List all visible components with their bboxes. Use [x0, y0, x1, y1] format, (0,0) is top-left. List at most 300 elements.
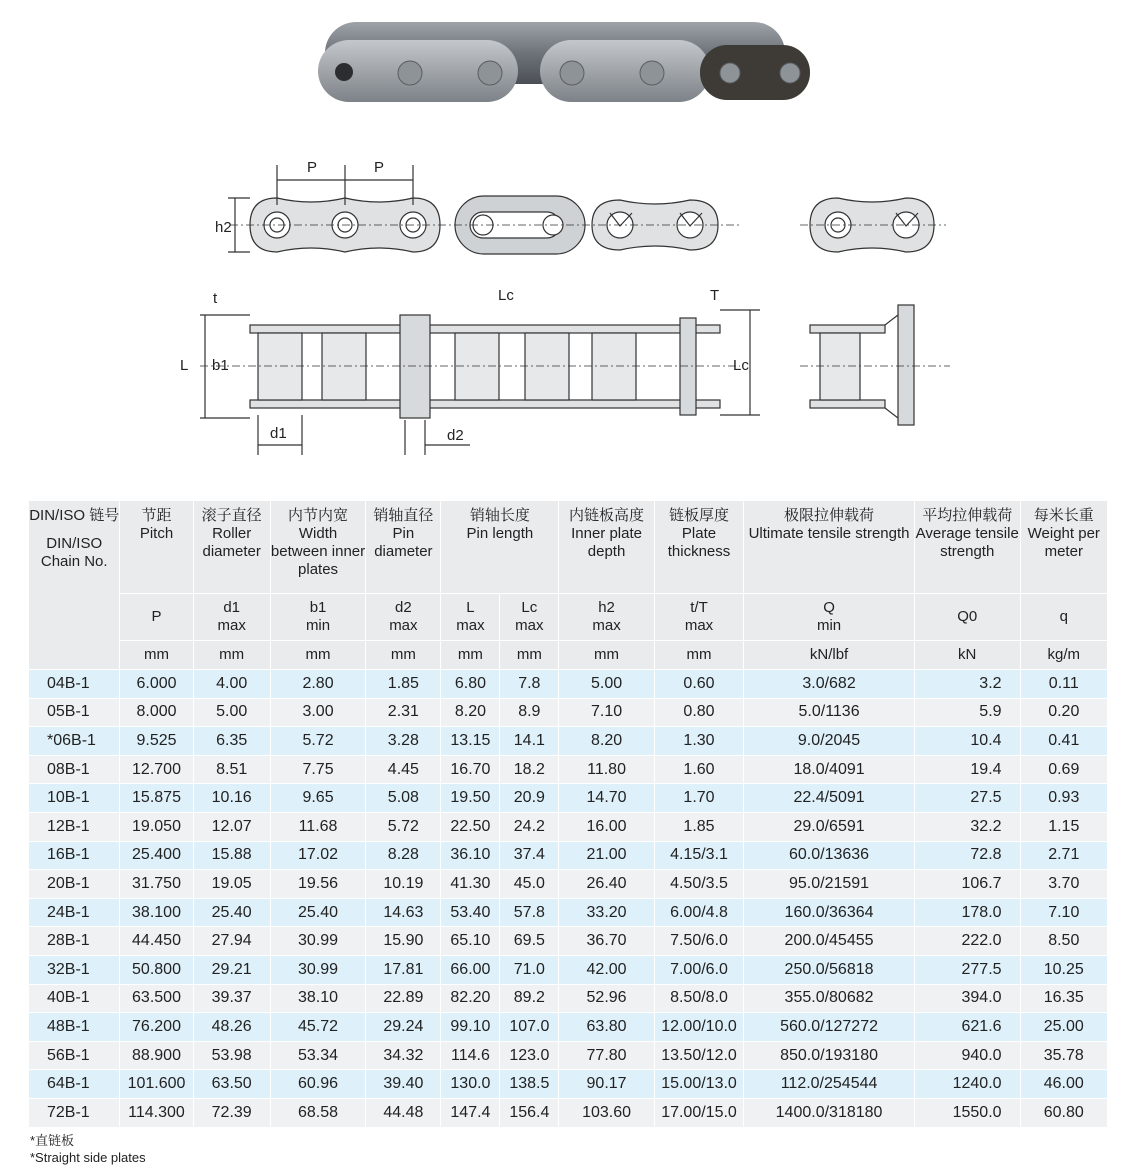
cell-pitch: 88.900 [120, 1041, 193, 1070]
cell-d1: 4.00 [193, 670, 270, 699]
cell-d1: 39.37 [193, 984, 270, 1013]
cell-q: 200.0/45455 [744, 927, 915, 956]
unit-b1: mm [270, 641, 366, 670]
cell-q: 46.00 [1020, 1070, 1107, 1099]
table-row [29, 1041, 1108, 1070]
cell-tt: 17.00/15.0 [654, 1098, 743, 1127]
table-row [29, 841, 1108, 870]
cell-pitch: 38.100 [120, 898, 193, 927]
cell-q: 0.11 [1020, 670, 1107, 699]
cell-lc: 89.2 [500, 984, 559, 1013]
header-chain-no [29, 501, 120, 670]
cell-b1: 11.68 [270, 812, 366, 841]
header-pin-length [441, 501, 559, 594]
table-row [29, 755, 1108, 784]
cell-tt: 8.50/8.0 [654, 984, 743, 1013]
label-b1: b1 [212, 357, 229, 374]
sym-Q0 [914, 594, 1020, 641]
cell-l: 41.30 [441, 870, 500, 899]
cell-q0: 1240.0 [914, 1070, 1020, 1099]
cell-chain: 48B-1 [29, 1013, 120, 1042]
sym-q [1020, 594, 1107, 641]
header-en: Pin length [466, 525, 534, 542]
cell-q: 0.69 [1020, 755, 1107, 784]
cell-q0: 72.8 [914, 841, 1020, 870]
cell-b1: 45.72 [270, 1013, 366, 1042]
cell-tt: 15.00/13.0 [654, 1070, 743, 1099]
symbol-qualifier: max [592, 617, 621, 634]
cell-chain: 40B-1 [29, 984, 120, 1013]
cell-pitch: 9.525 [120, 727, 193, 756]
cell-l: 114.6 [441, 1041, 500, 1070]
cell-q0: 394.0 [914, 984, 1020, 1013]
cell-h2: 16.00 [559, 812, 655, 841]
cell-d2: 8.28 [366, 841, 441, 870]
symbol: L [466, 599, 475, 616]
cell-d2: 1.85 [366, 670, 441, 699]
cell-q0: 5.9 [914, 698, 1020, 727]
cell-q0: 3.2 [914, 670, 1020, 699]
cell-q: 355.0/80682 [744, 984, 915, 1013]
cell-chain: 32B-1 [29, 955, 120, 984]
cell-chain: 12B-1 [29, 812, 120, 841]
cell-lc: 71.0 [500, 955, 559, 984]
label-pitch-1: P [307, 159, 318, 176]
unit-Q: kN/lbf [744, 641, 915, 670]
connecting-link-top-view [800, 305, 950, 425]
cell-d2: 34.32 [366, 1041, 441, 1070]
cell-q0: 222.0 [914, 927, 1020, 956]
side-view-drawing [228, 165, 740, 254]
cell-chain: 72B-1 [29, 1098, 120, 1127]
cell-b1: 3.00 [270, 698, 366, 727]
cell-h2: 21.00 [559, 841, 655, 870]
cell-l: 13.15 [441, 727, 500, 756]
cell-pitch: 63.500 [120, 984, 193, 1013]
header-cn: 滚子直径 [201, 507, 262, 524]
cell-d1: 12.07 [193, 812, 270, 841]
cell-b1: 60.96 [270, 1070, 366, 1099]
table-row [29, 698, 1108, 727]
label-Lc-2: Lc [733, 357, 749, 374]
cell-chain: 16B-1 [29, 841, 120, 870]
cell-tt: 1.60 [654, 755, 743, 784]
unit-tT: mm [654, 641, 743, 670]
cell-d1: 5.00 [193, 698, 270, 727]
cell-d2: 2.31 [366, 698, 441, 727]
connecting-link-side-view [800, 198, 946, 252]
cell-d1: 8.51 [193, 755, 270, 784]
cell-pitch: 25.400 [120, 841, 193, 870]
cell-q: 5.0/1136 [744, 698, 915, 727]
cell-q0: 27.5 [914, 784, 1020, 813]
unit-L: mm [441, 641, 500, 670]
cell-pitch: 6.000 [120, 670, 193, 699]
cell-q: 60.80 [1020, 1098, 1107, 1127]
header-chain-en: DIN/ISO Chain No. [40, 535, 108, 570]
symbol-qualifier: max [456, 617, 485, 634]
cell-h2: 52.96 [559, 984, 655, 1013]
cell-d1: 19.05 [193, 870, 270, 899]
cell-q0: 19.4 [914, 755, 1020, 784]
header-en: Plate thickness [667, 525, 731, 560]
cell-tt: 6.00/4.8 [654, 898, 743, 927]
cell-lc: 18.2 [500, 755, 559, 784]
cell-d1: 53.98 [193, 1041, 270, 1070]
header-weight [1020, 501, 1107, 594]
header-ultimate-strength [744, 501, 915, 594]
sym-d2 [366, 594, 441, 641]
header-plate-thickness [654, 501, 743, 594]
cell-h2: 14.70 [559, 784, 655, 813]
cell-d2: 29.24 [366, 1013, 441, 1042]
unit-q: kg/m [1020, 641, 1107, 670]
footnote-cn: *直链板 [30, 1133, 75, 1148]
cell-d1: 29.21 [193, 955, 270, 984]
cell-q: 1400.0/318180 [744, 1098, 915, 1127]
cell-d1: 6.35 [193, 727, 270, 756]
cell-lc: 138.5 [500, 1070, 559, 1099]
cell-q0: 1550.0 [914, 1098, 1020, 1127]
table-row [29, 984, 1108, 1013]
table-row [29, 1098, 1108, 1127]
cell-d2: 3.28 [366, 727, 441, 756]
table-row [29, 1070, 1108, 1099]
cell-d1: 10.16 [193, 784, 270, 813]
symbol: d2 [395, 599, 412, 616]
cell-lc: 24.2 [500, 812, 559, 841]
cell-tt: 4.50/3.5 [654, 870, 743, 899]
cell-d1: 72.39 [193, 1098, 270, 1127]
sym-d1 [193, 594, 270, 641]
label-d1: d1 [270, 425, 287, 442]
cell-q: 250.0/56818 [744, 955, 915, 984]
cell-h2: 5.00 [559, 670, 655, 699]
symbol: Q0 [957, 608, 978, 625]
cell-q: 112.0/254544 [744, 1070, 915, 1099]
table-row [29, 955, 1108, 984]
cell-q: 8.50 [1020, 927, 1107, 956]
cell-lc: 69.5 [500, 927, 559, 956]
symbol: t/T [690, 599, 708, 616]
header-pin-diameter [366, 501, 441, 594]
cell-tt: 0.60 [654, 670, 743, 699]
cell-h2: 11.80 [559, 755, 655, 784]
cell-l: 65.10 [441, 927, 500, 956]
cell-q: 3.0/682 [744, 670, 915, 699]
cell-q0: 178.0 [914, 898, 1020, 927]
cell-b1: 9.65 [270, 784, 366, 813]
cell-q: 0.20 [1020, 698, 1107, 727]
cell-l: 53.40 [441, 898, 500, 927]
cell-tt: 1.70 [654, 784, 743, 813]
cell-h2: 7.10 [559, 698, 655, 727]
cell-pitch: 15.875 [120, 784, 193, 813]
symbol-qualifier: max [684, 617, 714, 634]
cell-q: 0.93 [1020, 784, 1107, 813]
cell-tt: 7.00/6.0 [654, 955, 743, 984]
header-cn: 内节内宽 [288, 507, 349, 524]
cell-tt: 7.50/6.0 [654, 927, 743, 956]
cell-pitch: 12.700 [120, 755, 193, 784]
label-t: t [213, 290, 218, 307]
spec-table-body [29, 670, 1108, 1128]
cell-l: 99.10 [441, 1013, 500, 1042]
label-d2: d2 [447, 427, 464, 444]
sym-tT [654, 594, 743, 641]
symbol-qualifier: min [816, 617, 842, 634]
cell-pitch: 101.600 [120, 1070, 193, 1099]
symbol: q [1059, 608, 1068, 625]
cell-lc: 8.9 [500, 698, 559, 727]
header-pitch [120, 501, 193, 594]
cell-q: 160.0/36364 [744, 898, 915, 927]
cell-pitch: 50.800 [120, 955, 193, 984]
cell-l: 22.50 [441, 812, 500, 841]
sym-h2 [559, 594, 655, 641]
header-cn: 链板厚度 [668, 507, 729, 524]
cell-q: 1.15 [1020, 812, 1107, 841]
cell-tt: 1.30 [654, 727, 743, 756]
cell-lc: 20.9 [500, 784, 559, 813]
label-pitch-2: P [374, 159, 385, 176]
symbol: h2 [598, 599, 615, 616]
table-row [29, 870, 1108, 899]
symbol: d1 [223, 599, 241, 616]
cell-q0: 106.7 [914, 870, 1020, 899]
cell-tt: 4.15/3.1 [654, 841, 743, 870]
cell-l: 6.80 [441, 670, 500, 699]
cell-q: 35.78 [1020, 1041, 1107, 1070]
header-en: Roller diameter [202, 525, 261, 560]
cell-d2: 5.72 [366, 812, 441, 841]
cell-q: 0.41 [1020, 727, 1107, 756]
cell-d2: 4.45 [366, 755, 441, 784]
cell-h2: 77.80 [559, 1041, 655, 1070]
chain-spec-table [28, 500, 1108, 1128]
cell-l: 147.4 [441, 1098, 500, 1127]
cell-pitch: 76.200 [120, 1013, 193, 1042]
sym-Lc [500, 594, 559, 641]
cell-q: 7.10 [1020, 898, 1107, 927]
cell-b1: 17.02 [270, 841, 366, 870]
table-row [29, 812, 1108, 841]
cell-q: 10.25 [1020, 955, 1107, 984]
symbol: Lc [521, 599, 538, 616]
chain-photo [318, 22, 810, 102]
cell-d2: 14.63 [366, 898, 441, 927]
cell-q: 29.0/6591 [744, 812, 915, 841]
label-L: L [180, 357, 189, 374]
header-roller-diameter [193, 501, 270, 594]
cell-pitch: 8.000 [120, 698, 193, 727]
cell-d2: 17.81 [366, 955, 441, 984]
label-T: T [710, 287, 720, 304]
cell-h2: 36.70 [559, 927, 655, 956]
header-en: Ultimate tensile strength [748, 525, 910, 542]
cell-lc: 37.4 [500, 841, 559, 870]
sym-pitch [120, 594, 193, 641]
cell-pitch: 44.450 [120, 927, 193, 956]
unit-h2: mm [559, 641, 655, 670]
cell-chain: 10B-1 [29, 784, 120, 813]
cell-pitch: 114.300 [120, 1098, 193, 1127]
cell-d1: 63.50 [193, 1070, 270, 1099]
cell-b1: 2.80 [270, 670, 366, 699]
header-en: Inner plate depth [571, 525, 642, 560]
cell-d2: 39.40 [366, 1070, 441, 1099]
sym-Q [744, 594, 915, 641]
symbol: Q [823, 599, 835, 616]
cell-q0: 32.2 [914, 812, 1020, 841]
cell-l: 19.50 [441, 784, 500, 813]
cell-lc: 156.4 [500, 1098, 559, 1127]
header-cn: 销轴长度 [469, 507, 530, 524]
cell-d1: 15.88 [193, 841, 270, 870]
cell-tt: 0.80 [654, 698, 743, 727]
header-cn: 节距 [141, 507, 172, 524]
cell-d1: 25.40 [193, 898, 270, 927]
header-cn: 销轴直径 [373, 507, 434, 524]
symbol: b1 [309, 599, 327, 616]
sym-L [441, 594, 500, 641]
unit-pitch: mm [120, 641, 193, 670]
header-en: Pin diameter [374, 525, 433, 560]
cell-q: 18.0/4091 [744, 755, 915, 784]
cell-b1: 5.72 [270, 727, 366, 756]
cell-h2: 103.60 [559, 1098, 655, 1127]
cell-l: 16.70 [441, 755, 500, 784]
cell-tt: 13.50/12.0 [654, 1041, 743, 1070]
cell-l: 130.0 [441, 1070, 500, 1099]
cell-b1: 19.56 [270, 870, 366, 899]
cell-chain: 05B-1 [29, 698, 120, 727]
cell-chain: 28B-1 [29, 927, 120, 956]
cell-d2: 22.89 [366, 984, 441, 1013]
cell-chain: 20B-1 [29, 870, 120, 899]
cell-b1: 68.58 [270, 1098, 366, 1127]
cell-b1: 38.10 [270, 984, 366, 1013]
symbol-qualifier: max [515, 617, 544, 634]
header-cn: 内链板高度 [569, 507, 645, 524]
cell-h2: 26.40 [559, 870, 655, 899]
cell-l: 82.20 [441, 984, 500, 1013]
cell-q: 22.4/5091 [744, 784, 915, 813]
table-row [29, 898, 1108, 927]
table-row [29, 727, 1108, 756]
cell-lc: 57.8 [500, 898, 559, 927]
unit-Lc: mm [500, 641, 559, 670]
cell-lc: 7.8 [500, 670, 559, 699]
cell-tt: 1.85 [654, 812, 743, 841]
header-cn: 极限拉伸载荷 [784, 507, 875, 524]
header-en: Width between inner plates [270, 525, 366, 578]
unit-d1: mm [193, 641, 270, 670]
table-row [29, 784, 1108, 813]
cell-d2: 10.19 [366, 870, 441, 899]
table-row [29, 670, 1108, 699]
cell-h2: 90.17 [559, 1070, 655, 1099]
header-en: Pitch [139, 525, 174, 542]
header-en: Average tensile strength [915, 525, 1019, 560]
header-cn: 平均拉伸载荷 [922, 507, 1013, 524]
cell-b1: 25.40 [270, 898, 366, 927]
cell-b1: 53.34 [270, 1041, 366, 1070]
cell-chain: 24B-1 [29, 898, 120, 927]
cell-q0: 277.5 [914, 955, 1020, 984]
table-row [29, 927, 1108, 956]
header-average-strength [914, 501, 1020, 594]
cell-h2: 42.00 [559, 955, 655, 984]
cell-b1: 7.75 [270, 755, 366, 784]
cell-chain: 56B-1 [29, 1041, 120, 1070]
cell-q: 850.0/193180 [744, 1041, 915, 1070]
cell-q: 3.70 [1020, 870, 1107, 899]
symbol: P [151, 608, 162, 625]
cell-lc: 45.0 [500, 870, 559, 899]
chain-diagram-figure [0, 0, 1134, 495]
cell-q: 60.0/13636 [744, 841, 915, 870]
footnote-en: *Straight side plates [30, 1150, 146, 1165]
cell-chain: *06B-1 [29, 727, 120, 756]
cell-d2: 5.08 [366, 784, 441, 813]
cell-q: 2.71 [1020, 841, 1107, 870]
cell-h2: 8.20 [559, 727, 655, 756]
cell-q0: 940.0 [914, 1041, 1020, 1070]
cell-h2: 63.80 [559, 1013, 655, 1042]
cell-d1: 27.94 [193, 927, 270, 956]
cell-lc: 107.0 [500, 1013, 559, 1042]
cell-l: 66.00 [441, 955, 500, 984]
header-inner-width [270, 501, 366, 594]
table-row [29, 1013, 1108, 1042]
cell-chain: 08B-1 [29, 755, 120, 784]
cell-q: 560.0/127272 [744, 1013, 915, 1042]
footnote [30, 1132, 146, 1166]
cell-pitch: 31.750 [120, 870, 193, 899]
cell-lc: 123.0 [500, 1041, 559, 1070]
cell-b1: 30.99 [270, 927, 366, 956]
symbol-qualifier: max [389, 617, 418, 634]
cell-chain: 64B-1 [29, 1070, 120, 1099]
cell-d1: 48.26 [193, 1013, 270, 1042]
cell-d2: 44.48 [366, 1098, 441, 1127]
header-en: Weight per meter [1027, 525, 1100, 560]
cell-d2: 15.90 [366, 927, 441, 956]
sym-b1 [270, 594, 366, 641]
cell-h2: 33.20 [559, 898, 655, 927]
cell-q0: 621.6 [914, 1013, 1020, 1042]
label-Lc: Lc [498, 287, 514, 304]
cell-l: 8.20 [441, 698, 500, 727]
unit-d2: mm [366, 641, 441, 670]
cell-q: 25.00 [1020, 1013, 1107, 1042]
header-inner-plate-depth [559, 501, 655, 594]
cell-chain: 04B-1 [29, 670, 120, 699]
header-cn: 每米长重 [1033, 507, 1094, 524]
symbol-qualifier: max [217, 617, 246, 634]
cell-q0: 10.4 [914, 727, 1020, 756]
cell-b1: 30.99 [270, 955, 366, 984]
cell-l: 36.10 [441, 841, 500, 870]
cell-q: 9.0/2045 [744, 727, 915, 756]
symbol-qualifier: min [305, 617, 331, 634]
header-chain-cn: DIN/ISO 链号 [29, 507, 120, 524]
cell-q: 16.35 [1020, 984, 1107, 1013]
cell-q: 95.0/21591 [744, 870, 915, 899]
label-h2: h2 [215, 219, 232, 236]
unit-Q0: kN [914, 641, 1020, 670]
